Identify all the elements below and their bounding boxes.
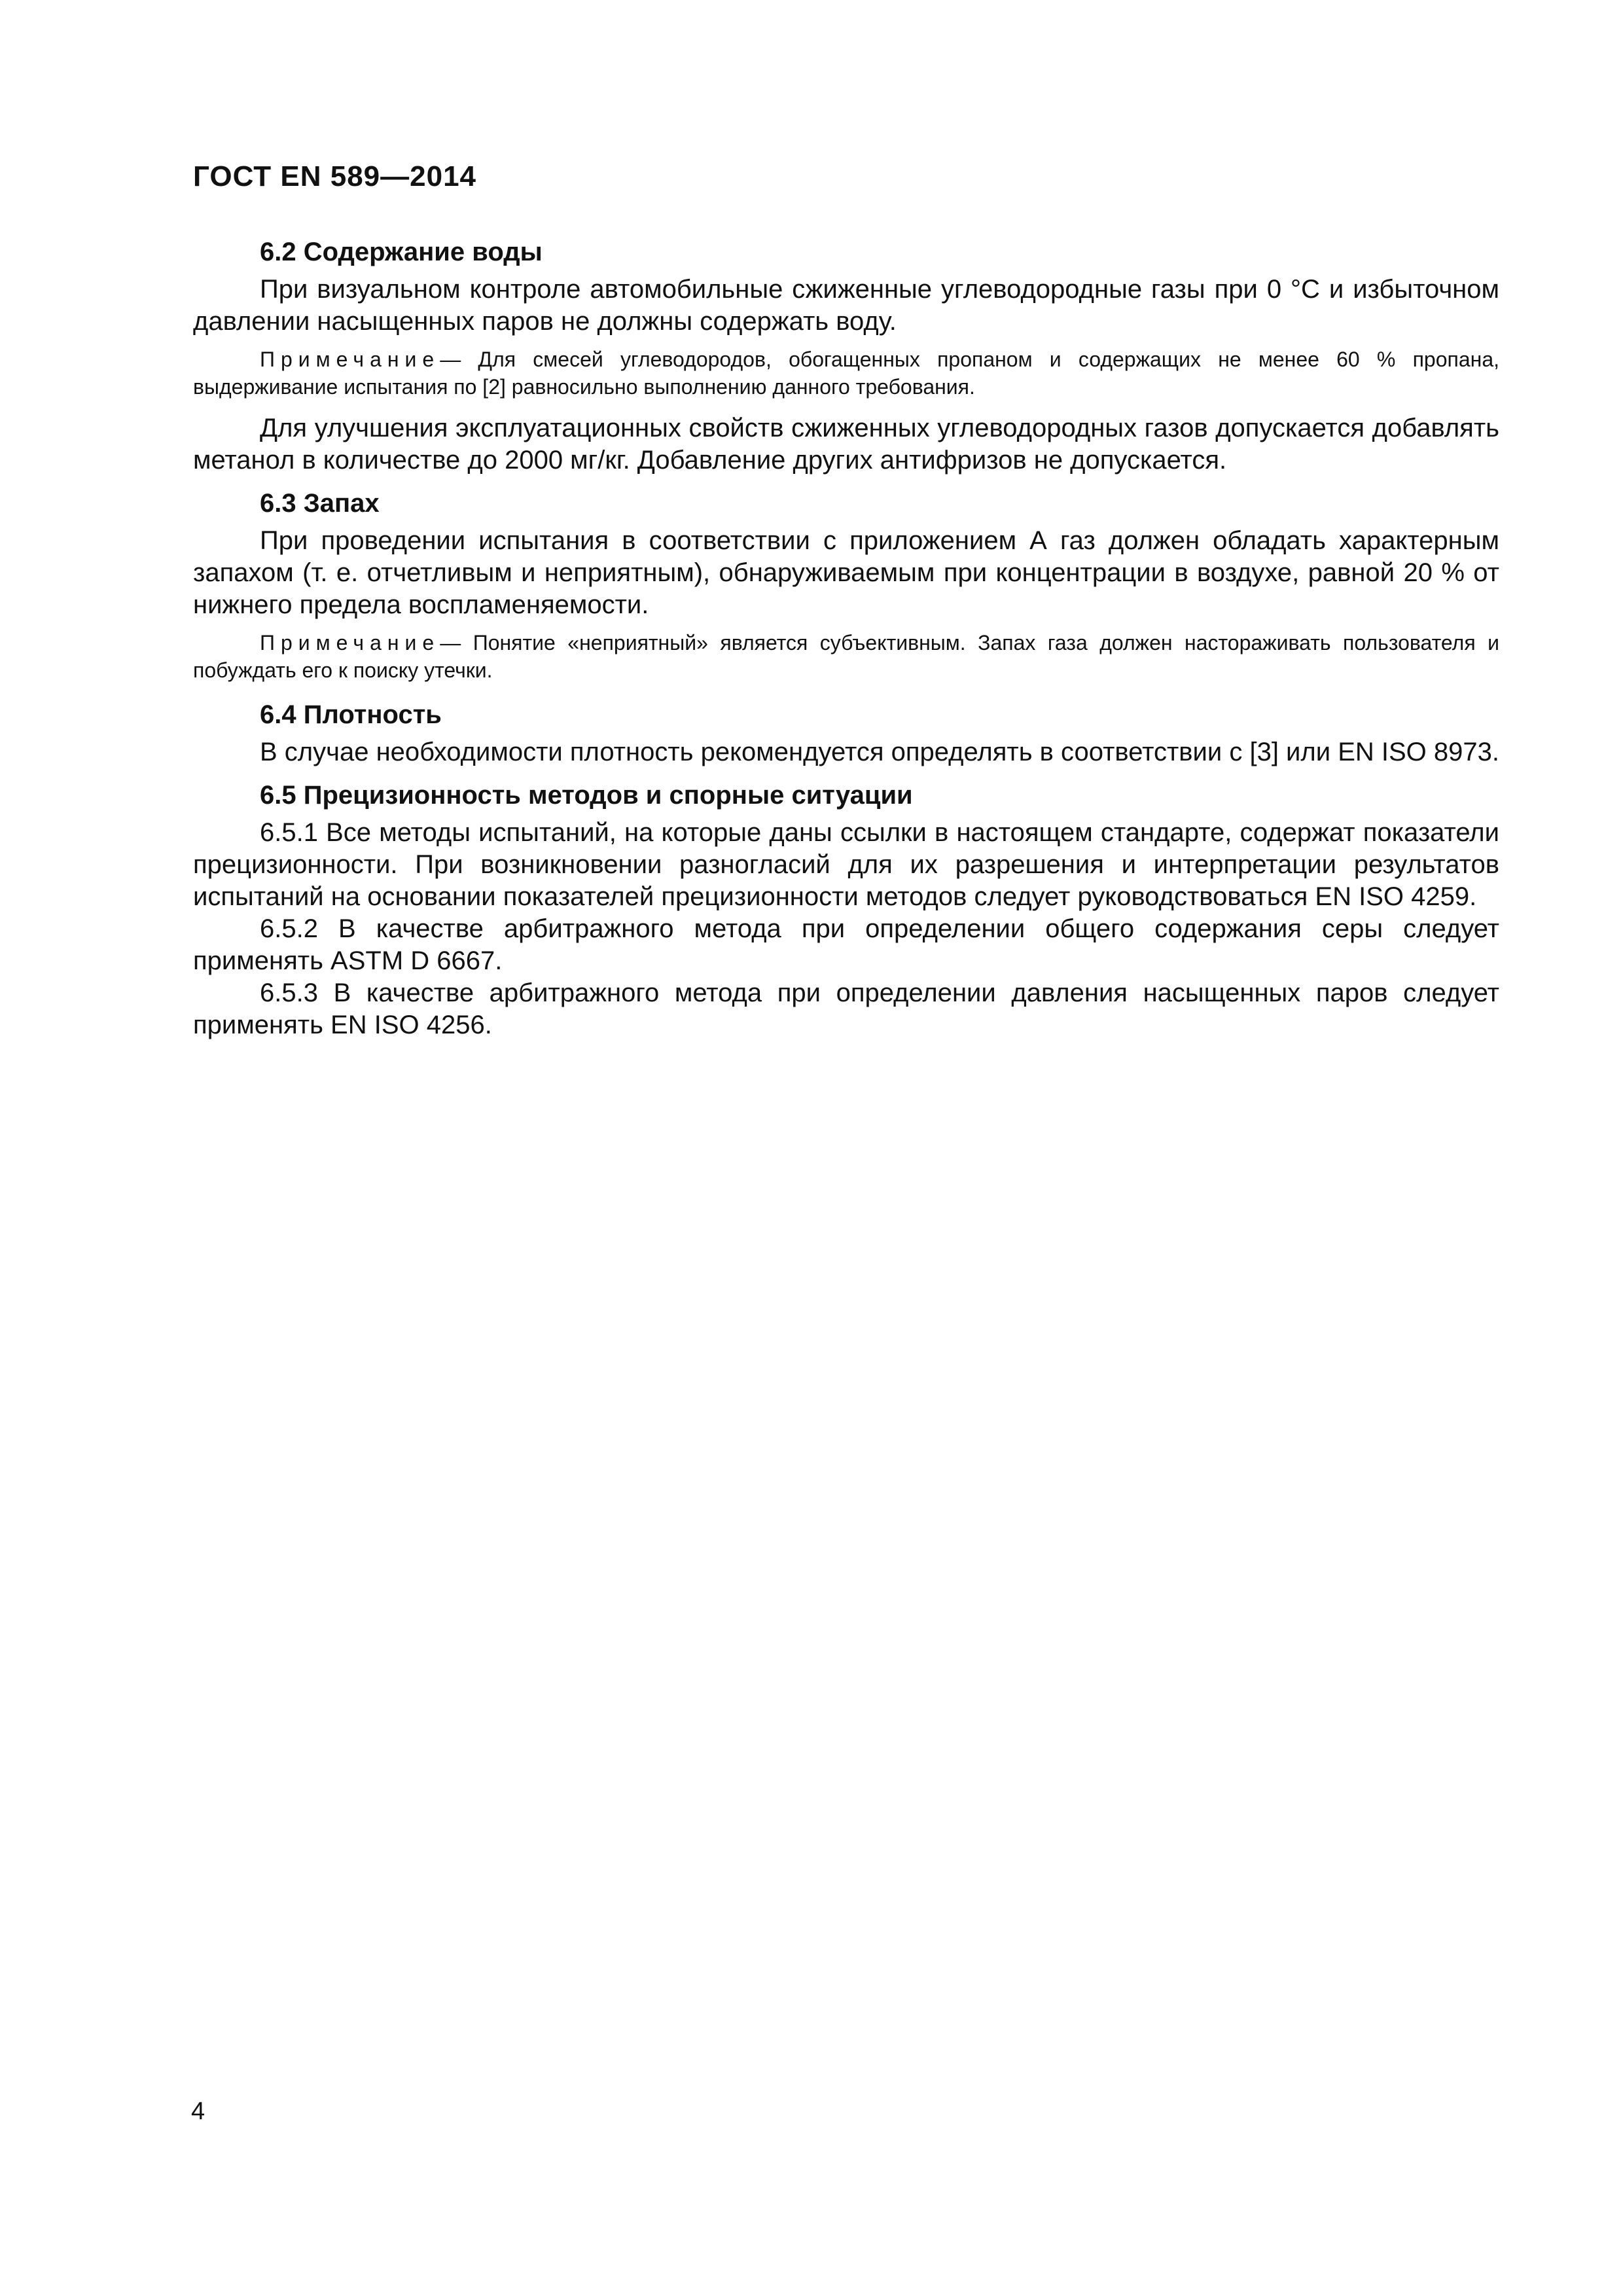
- paragraph-6-4-density: В случае необходимости плотность рекомендуется определять в соответствии с [3] или EN ISO 8973.: [260, 738, 1499, 766]
- document-body: [193, 229, 1499, 1041]
- section-heading-6-4: 6.4 Плотность: [260, 700, 442, 729]
- paragraph-6-2-water: При визуальном контроле автомобильные сжиженные углеводородные газы при 0 °С и избыточном давлении насыщенных паров не должны содержать воду.: [193, 275, 1499, 336]
- note-text: — Понятие «неприятный» является субъективным. Запах газа должен настораживать пользователя и побуждать его к поиску утечки.: [193, 631, 1499, 682]
- section-heading-6-5: 6.5 Прецизионность методов и спорные ситуации: [260, 781, 913, 810]
- paragraph-6-3-odor: При проведении испытания в соответствии с приложением А газ должен обладать характерным запахом (т. е. отчетливым и неприятным), обнаруживаемым при концентрации в воздухе, равной 20 % от нижнего предела воспламеняемости.: [193, 526, 1499, 619]
- paragraph-6-2-methanol: Для улучшения эксплуатационных свойств сжиженных углеводородных газов допускается добавлять метанол в количестве до 2000 мг/кг. Добавление других антифризов не допускается.: [193, 414, 1499, 475]
- note-label: Примечание: [260, 348, 440, 371]
- document-header: ГОСТ EN 589—2014: [193, 160, 477, 192]
- note-label: Примечание: [260, 631, 440, 655]
- paragraph-6-5-2: 6.5.2 В качестве арбитражного метода при определении общего содержания серы следует применять ASTM D 6667.: [193, 914, 1499, 975]
- paragraph-6-5-1: 6.5.1 Все методы испытаний, на которые даны ссылки в настоящем стандарте, содержат показатели прецизионности. При возникновении разногласий для их разрешения и интерпретации результатов испытаний на основании показателей прецизионности методов следует руководствоваться EN ISO 4259.: [193, 818, 1499, 911]
- page-number: 4: [191, 2098, 205, 2125]
- note-6-3: [193, 629, 1499, 684]
- paragraph-6-5-3: 6.5.3 В качестве арбитражного метода при определении давления насыщенных паров следует применять EN ISO 4256.: [193, 978, 1499, 1039]
- section-heading-6-3: 6.3 Запах: [260, 489, 380, 518]
- note-6-2: [193, 346, 1499, 401]
- section-heading-6-2: 6.2 Содержание воды: [260, 238, 543, 266]
- note-text: — Для смесей углеводородов, обогащенных пропаном и содержащих не менее 60 % пропана, выдерживание испытания по [2] равносильно выполнению данного требования.: [193, 348, 1499, 399]
